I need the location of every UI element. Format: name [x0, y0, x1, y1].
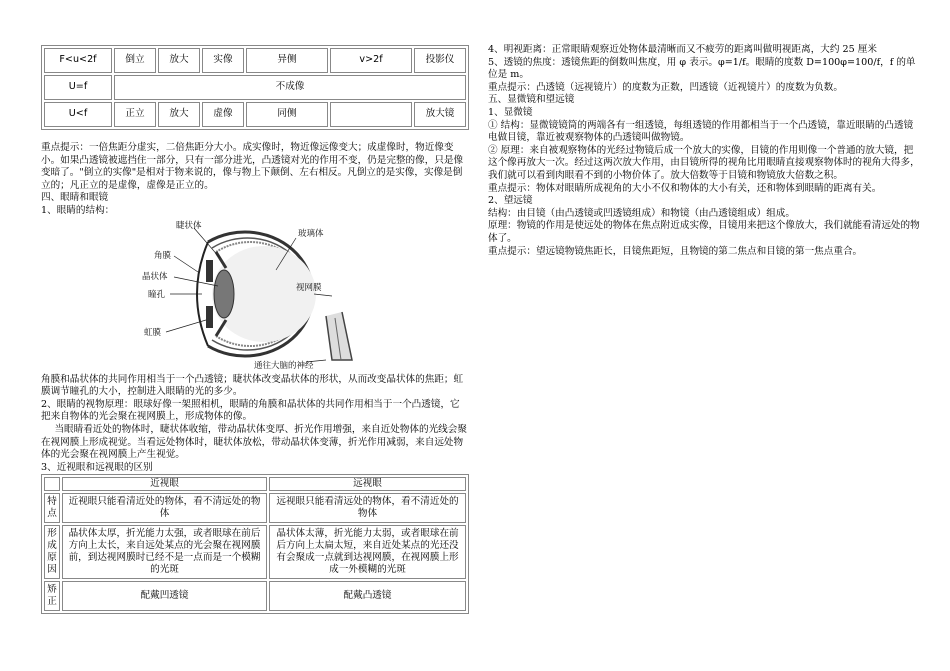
table-cell: 虚像: [202, 102, 244, 127]
table-cell: 配戴凹透镜: [62, 581, 267, 611]
right-column: [488, 44, 920, 258]
table-cell: v>2f: [330, 48, 412, 73]
table-cell: 放大: [158, 102, 200, 127]
microscope-heading: 1、显微镜: [488, 106, 533, 118]
table-cell: 同侧: [246, 102, 328, 127]
table-row: [44, 477, 466, 491]
table-cell: U=f: [44, 75, 112, 100]
label-pupil: 瞳孔: [148, 289, 166, 300]
table-cell: F<u<2f: [44, 48, 112, 73]
table-cell: 晶状体太厚，折光能力太强，或者眼球在前后方向上太长，来自远处某点的光会聚在视网膜前，到达视网膜时已经不是一点而是一个模糊的光斑: [62, 525, 267, 579]
table-cell: 放大: [158, 48, 200, 73]
table-cell: 放大镜: [414, 102, 466, 127]
tip-visual-angle: 重点提示：物体对眼睛所成视角的大小不仅和物体的大小有关，还和物体到眼睛的距离有关。: [488, 182, 882, 194]
label-lens: 晶状体: [142, 271, 168, 282]
label-retina: 视网膜: [296, 282, 322, 293]
table-row: [44, 48, 466, 73]
table-cell: 配戴凸透镜: [269, 581, 466, 611]
lens-power: 5、透镜的焦度：透镜焦距的倒数叫焦度，用 φ 表示。φ=1/f。眼睛的度数 D=100φ=100/f，f 的单位是 m。: [488, 56, 916, 81]
table-cell: 远视眼只能看清远处的物体，看不清近处的物体: [269, 493, 466, 523]
lens-imaging-table: [41, 45, 469, 130]
tip-focal-length: 重点提示：一倍焦距分虚实，二倍焦距分大小。成实像时，物近像远像变大；成虚像时，物近像变小。如果凸透镜被遮挡住一部分，只有一部分进光，凸透镜对光的作用不变，仍是完整的像，只是像变暗了。"倒立的实像"是相对于物来说的，像与物上下颠倒、左右相反。凡倒立的是实像，实像是倒立的；凡正立的是虚像，虚像是正立的。: [41, 142, 464, 191]
section-heading-eye: 四、眼睛和眼镜: [41, 192, 109, 204]
table-cell: 不成像: [114, 75, 466, 100]
table-row: [44, 581, 466, 611]
eye-diagram: [136, 220, 366, 370]
table-cell: 投影仪: [414, 48, 466, 73]
table-cell: 晶状体太薄，折光能力太弱，或者眼球在前后方向上太扁太短，来自近处某点的光还没有会聚成一点就到达视网膜，在视网膜上形成一外模糊的光斑: [269, 525, 466, 579]
table-header-hyperopia: 远视眼: [269, 477, 466, 491]
table-cell: 实像: [202, 48, 244, 73]
eye-structure-heading: 1、眼睛的结构：: [41, 204, 115, 216]
table-cell: 异侧: [246, 48, 328, 73]
table-row: [44, 493, 466, 523]
telescope-principle: 原理：物镜的作用是使远处的物体在焦点附近成实像，目镜用来把这个像放大，我们就能看清远处的物体了。: [488, 220, 920, 244]
eye-description: 角膜和晶状体的共同作用相当于一个凸透镜；睫状体改变晶状体的形状，从而改变晶状体的焦距；虹膜调节瞳孔的大小，控制进入眼睛的光的多少。: [41, 373, 464, 398]
clear-vision-distance: 4、明视距离：正常眼睛观察近处物体最清晰而又不疲劳的距离叫做明视距离，大约 25 厘米: [488, 44, 877, 55]
tip-lens-power: 重点提示：凸透镜（远视镜片）的度数为正数，凹透镜（近视镜片）的度数为负数。: [488, 81, 843, 93]
row-label: 特点: [44, 493, 60, 523]
label-vitreous: 玻璃体: [298, 228, 324, 239]
microscope-structure: ① 结构：显微镜镜筒的两端各有一组透镜，每组透镜的作用都相当于一个凸透镜，靠近眼睛的凸透镜电做目镜，靠近被观察物体的凸透镜叫做物镜。: [488, 119, 914, 144]
row-label: 形成原因: [44, 525, 60, 579]
telescope-heading: 2、望远镜: [488, 195, 533, 207]
label-cornea: 角膜: [154, 250, 172, 261]
table-row: [44, 102, 466, 127]
vision-principle: 2、眼睛的视物原理：眼球好像一架照相机，眼睛的角膜和晶状体的共同作用相当于一个凸透镜，它把来自物体的光会聚在视网膜上，形成物体的像。: [41, 398, 460, 423]
telescope-structure: 结构：由目镜（由凸透镜或凹透镜组成）和物镜（由凸透镜组成）组成。: [488, 207, 795, 219]
label-nerve: 通往大脑的神经: [254, 360, 314, 370]
row-label: 矫正: [44, 581, 60, 611]
table-cell: [44, 477, 60, 491]
table-cell: 正立: [114, 102, 156, 127]
table-row: [44, 75, 466, 100]
table2-title: 3、近视眼和远视眼的区别: [41, 461, 153, 473]
focus-adjustment: 当眼睛看近处的物体时，睫状体收缩，带动晶状体变厚、折光作用增强，来自近处物体的光线会聚在视网膜上形成视觉。当看远处物体时，睫状体放松，带动晶状体变薄，折光作用减弱，来自远处物体的光会聚在视网膜上产生视觉。: [41, 423, 467, 461]
label-ciliary: 睫状体: [176, 220, 202, 231]
table-row: [44, 525, 466, 579]
myopia-hyperopia-table: [41, 474, 469, 614]
table-cell: 倒立: [114, 48, 156, 73]
table-cell: [330, 102, 412, 127]
left-column: [41, 45, 469, 614]
table-cell: U<f: [44, 102, 112, 127]
tip-telescope: 重点提示：望远镜物镜焦距长，目镜焦距短，且物镜的第二焦点和目镜的第一焦点重合。: [488, 245, 863, 257]
microscope-principle: ② 原理：来自被观察物体的光经过物镜后成一个放大的实像，目镜的作用则像一个普通的放大镜，把这个像再放大一次。经过这两次放大作用，由目镜所得的视角比用眼睛直接观察物体时的视角大得多，我们就可以看到肉眼看不到的小物价体了。放大倍数等于目镜和物镜放大倍数之积。: [488, 144, 920, 181]
table-cell: 近视眼只能看清近处的物体，看不清远处的物体: [62, 493, 267, 523]
table-header-myopia: 近视眼: [62, 477, 267, 491]
label-iris: 虹膜: [144, 327, 162, 338]
section-heading-instruments: 五、显微镜和望远镜: [488, 94, 575, 106]
